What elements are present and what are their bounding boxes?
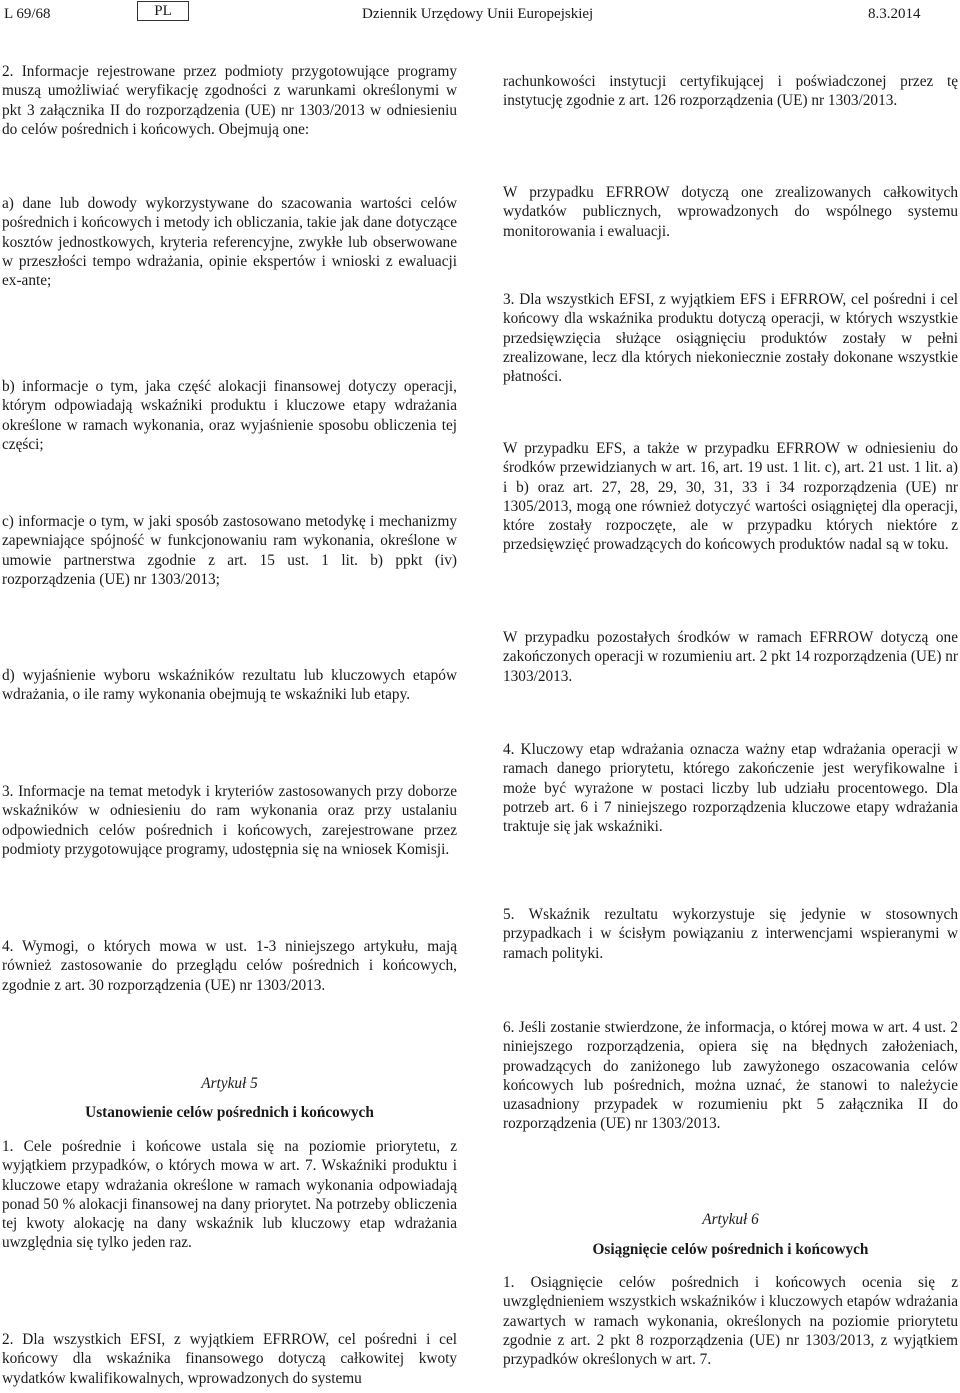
right-column bbox=[503, 0, 958, 1393]
paragraph-efs: W przypadku EFS, a także w przypadku EFRROW w odniesieniu do środków przewidzianych w art. 16, art. 19 ust. 1 lit. c), art. 21 ust. 1 lit. a) i b) oraz art. 27, 28, 29, 30, 31, 33 i 34 rozporządzenia (UE) nr 1305/2013, mogą one również dotyczyć wartości osiągniętej dla operacji, które zostały rozpoczęte, ale w przypadku których niektóre z przedsięwzięć prowadzących do końcowych produktów nadal są w toku. bbox=[503, 440, 958, 554]
journal-title: Dziennik Urzędowy Unii Europejskiej bbox=[362, 6, 594, 22]
article-6-title: Osiągnięcie celów pośrednich i końcowych bbox=[592, 1241, 869, 1258]
paragraph-5: 5. Wskaźnik rezultatu wykorzystuje się jedynie w stosownych przypadkach i w ścisłym powiązaniu z interwencjami wspieranymi w ramach polityki. bbox=[503, 906, 958, 962]
article-6-number: Artykuł 6 bbox=[702, 1211, 759, 1228]
item-d: d) wyjaśnienie wyboru wskaźników rezultatu lub kluczowych etapów wdrażania, o ile ramy wykonania obejmują te wskaźniki lub etapy. bbox=[2, 667, 457, 704]
article-5-number: Artykuł 5 bbox=[201, 1075, 258, 1092]
paragraph-4: 4. Kluczowy etap wdrażania oznacza ważny etap wdrażania operacji w ramach danego priorytetu, którego zakończenie jest weryfikowalne i może być wyrażone w postaci liczby lub udziału procentowego. Dla potrzeb art. 6 i 7 niniejszego rozporządzenia kluczowe etapy wdrażania traktuje się jak wskaźniki. bbox=[503, 741, 958, 836]
item-c: c) informacje o tym, w jaki sposób zastosowano metodykę i mechanizmy zapewniające spójność w funkcjonowaniu ram wykonania, określone w umowie partnerstwa zgodnie z art. 15 ust. 1 lit. b) ppkt (iv) rozporządzenia (UE) nr 1303/2013; bbox=[2, 513, 457, 588]
paragraph-2: 2. Informacje rejestrowane przez podmioty przygotowujące programy muszą umożliwiać weryfikację zgodności z warunkami określonymi w pkt 3 załącznika II do rozporządzenia (UE) nr 1303/2013 w odniesieniu do celów pośrednich i końcowych. Obejmują one: bbox=[2, 63, 457, 138]
page-number: L 69/68 bbox=[4, 6, 51, 22]
article-6-paragraph-1: 1. Osiągnięcie celów pośrednich i końcowych ocenia się z uwzględnieniem wszystkich wskaźników i kluczowych etapów wdrażania zawartych w ramach wykonania, określonych na poziomie priorytetu zgodnie z art. 2 pkt 8 rozporządzenia (UE) nr 1303/2013, z wyjątkiem przypadków określonych w art. 7. bbox=[503, 1274, 958, 1369]
publication-date: 8.3.2014 bbox=[868, 6, 921, 22]
paragraph-3: 3. Dla wszystkich EFSI, z wyjątkiem EFS i EFRROW, cel pośredni i cel końcowy dla wskaźnika produktu dotyczą operacji, w których wszystkie przedsięwzięcia służące osiągnięciu produktów zostały w pełni zrealizowane, lecz dla których niekoniecznie zostały dokonane wszystkie płatności. bbox=[503, 291, 958, 386]
item-b: b) informacje o tym, jaka część alokacji finansowej dotyczy operacji, którym odpowiadają wskaźniki produktu i kluczowe etapy wdrażania określone w ramach wykonania, oraz wyjaśnienie sposobu obliczenia tej części; bbox=[2, 378, 457, 453]
paragraph-6: 6. Jeśli zostanie stwierdzone, że informacja, o której mowa w art. 4 ust. 2 niniejszego rozporządzenia, opiera się na błędnych założeniach, prowadzących do zaniżonego lub zawyżonego oszacowania celów końcowych lub pośrednich, można uznać, że stanowi to należycie uzasadniony przypadek w rozumieniu pkt 5 załącznika II do rozporządzenia (UE) nr 1303/2013. bbox=[503, 1019, 958, 1133]
left-column bbox=[2, 0, 457, 1393]
paragraph-other-measures: W przypadku pozostałych środków w ramach EFRROW dotyczą one zakończonych operacji w rozumieniu art. 2 pkt 14 rozporządzenia (UE) nr 1303/2013. bbox=[503, 629, 958, 685]
item-a: a) dane lub dowody wykorzystywane do szacowania wartości celów pośrednich i końcowych i metody ich obliczania, takie jak dane dotyczące kosztów jednostkowych, kryteria referencyjne, zwykłe lub obserwowane w przeszłości tempo wdrażania, opinie ekspertów i wnioski z ewaluacji ex-ante; bbox=[2, 195, 457, 290]
paragraph-4: 4. Wymogi, o których mowa w ust. 1-3 niniejszego artykułu, mają również zastosowanie do przeglądu celów pośrednich i końcowych, zgodnie z art. 30 rozporządzenia (UE) nr 1303/2013. bbox=[2, 938, 457, 994]
paragraph-3: 3. Informacje na temat metodyk i kryteriów zastosowanych przy doborze wskaźników w odniesieniu do ram wykonania oraz przy ustalaniu odpowiednich celów pośrednich i końcowych, zarejestrowane przez podmioty przygotowujące programy, udostępnia się na wniosek Komisji. bbox=[2, 783, 457, 858]
article-5-title: Ustanowienie celów pośrednich i końcowych bbox=[85, 1104, 374, 1121]
paragraph-efrrow: W przypadku EFRROW dotyczą one zrealizowanych całkowitych wydatków publicznych, wprowadzonych do wspólnego systemu monitorowania i ewaluacji. bbox=[503, 184, 958, 240]
paragraph-continued: rachunkowości instytucji certyfikującej i poświadczonej przez tę instytucję zgodnie z art. 126 rozporządzenia (UE) nr 1303/2013. bbox=[503, 73, 958, 110]
article-5-paragraph-2: 2. Dla wszystkich EFSI, z wyjątkiem EFRROW, cel pośredni i cel końcowy dla wskaźnika finansowego dotyczą całkowitej kwoty wydatków kwalifikowalnych, wprowadzonych do systemu bbox=[2, 1331, 457, 1387]
article-5-paragraph-1: 1. Cele pośrednie i końcowe ustala się na poziomie priorytetu, z wyjątkiem przypadków, o których mowa w art. 7. Wskaźniki produktu i kluczowe etapy wdrażania określone w ramach wykonania odpowiadają ponad 50 % alokacji finansowej na dany priorytet. Na potrzeby obliczenia tej kwoty alokację na dany wskaźnik lub kluczowy etap wdrażania uwzględnia się tylko jeden raz. bbox=[2, 1138, 457, 1252]
language-badge: PL bbox=[137, 1, 189, 21]
